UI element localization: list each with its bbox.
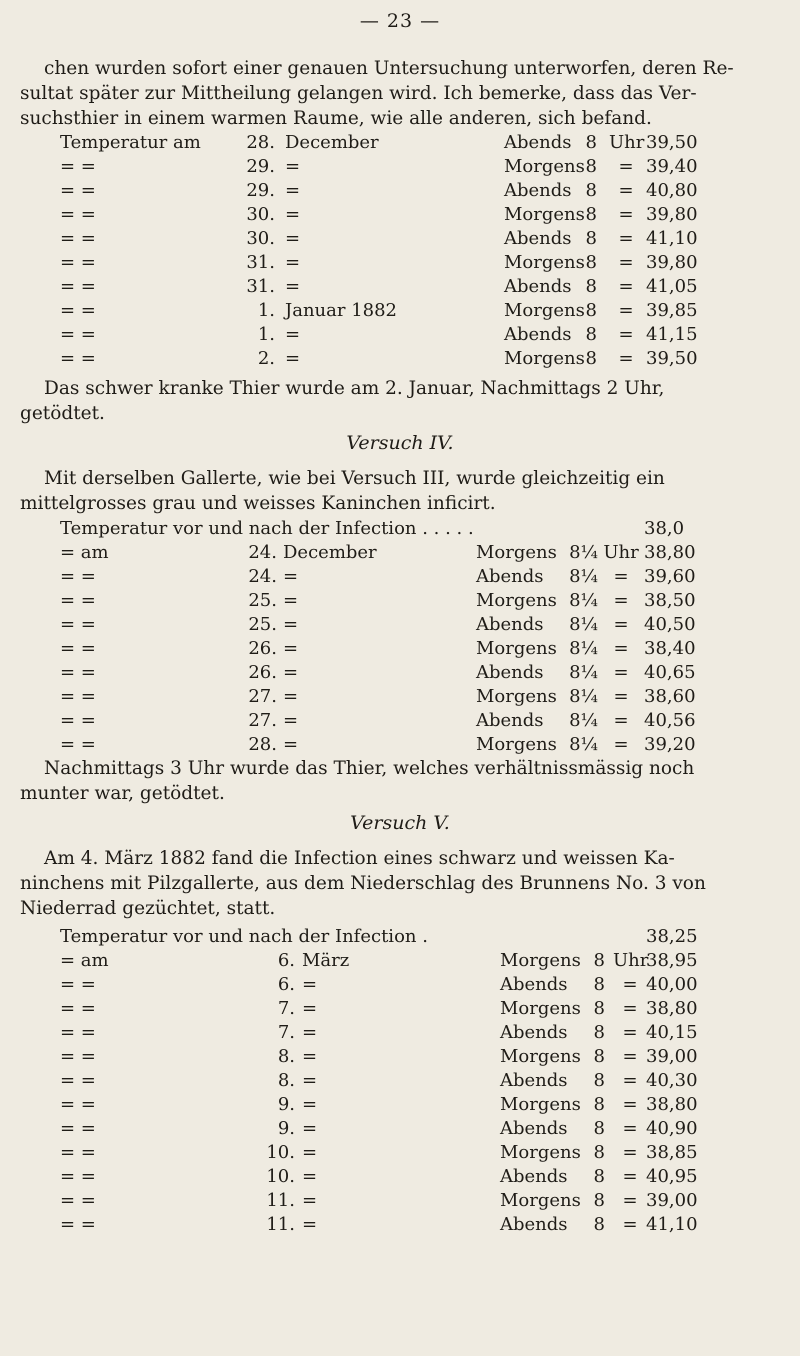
cell-month: = <box>285 204 301 225</box>
cell-month: = <box>285 324 301 345</box>
cell-unit: Uhr <box>613 950 649 971</box>
cell-value: 40,65 <box>644 662 696 683</box>
table-row <box>0 662 800 686</box>
cell-value: 40,90 <box>646 1118 698 1139</box>
cell-unit: = <box>622 1070 638 1091</box>
cell-hour: 8¼ <box>569 566 598 587</box>
cell-unit: = <box>618 252 634 273</box>
cell-time: Abends <box>500 1022 568 1043</box>
cell-hour: 8 <box>585 276 597 297</box>
cell-hour: 8¼ <box>569 686 598 707</box>
cell-month: = <box>302 1094 318 1115</box>
cell-time: Morgens <box>504 300 585 321</box>
cell-label: = = <box>60 228 96 249</box>
cell-hour: 8 <box>593 1142 605 1163</box>
table-row <box>0 950 800 974</box>
cell-time: Abends <box>476 662 544 683</box>
cell-month: Januar 1882 <box>285 300 397 321</box>
cell-hour: 8 <box>593 1046 605 1067</box>
cell-month: = <box>285 156 301 177</box>
cell-label: = am <box>60 542 109 563</box>
cell-month: = <box>302 1142 318 1163</box>
cell-month: December <box>285 132 379 153</box>
cell-month: December <box>283 542 377 563</box>
cell-label: = = <box>60 204 96 225</box>
cell-day: 29. <box>246 180 275 201</box>
cell-unit: = <box>613 566 629 587</box>
cell-value: 38,95 <box>646 950 698 971</box>
cell-label: = = <box>60 710 96 731</box>
table-row <box>0 590 800 614</box>
cell-label: = = <box>60 566 96 587</box>
cell-day: 9. <box>277 1118 295 1139</box>
text-line: getödtet. <box>20 403 105 424</box>
cell-day: 30. <box>246 228 275 249</box>
cell-month: = <box>302 1070 318 1091</box>
cell-value: 39,85 <box>646 300 698 321</box>
cell-label: = = <box>60 662 96 683</box>
table-row <box>0 542 800 566</box>
cell-unit: = <box>613 590 629 611</box>
cell-hour: 8¼ <box>569 734 598 755</box>
cell-time: Abends <box>500 1166 568 1187</box>
cell-value: 40,50 <box>644 614 696 635</box>
cell-day: 6. <box>277 950 295 971</box>
text-line: Mit derselben Gallerte, wie bei Versuch III, wurde gleichzeitig ein <box>44 468 665 489</box>
table-row <box>0 1166 800 1190</box>
cell-time: Abends <box>500 1070 568 1091</box>
table-row <box>0 204 800 228</box>
table-row <box>0 348 800 372</box>
cell-time: Abends <box>476 614 544 635</box>
cell-unit: = <box>613 614 629 635</box>
cell-label: = = <box>60 734 96 755</box>
cell-label: = = <box>60 590 96 611</box>
table-header-row <box>0 926 800 950</box>
cell-time: Morgens <box>504 204 585 225</box>
cell-day: 24. <box>248 566 277 587</box>
cell-hour: 8 <box>593 1166 605 1187</box>
cell-day: 25. <box>248 614 277 635</box>
cell-hour: 8 <box>593 1022 605 1043</box>
cell-month: = <box>285 228 301 249</box>
cell-hour: 8 <box>593 998 605 1019</box>
table-row <box>0 132 800 156</box>
cell-time: Morgens <box>476 638 557 659</box>
cell-hour: 8 <box>585 132 597 153</box>
text-line: suchsthier in einem warmen Raume, wie alle anderen, sich befand. <box>20 108 652 129</box>
cell-hour: 8 <box>593 950 605 971</box>
cell-value: 40,56 <box>644 710 696 731</box>
cell-hour: 8¼ <box>569 662 598 683</box>
cell-value: 39,00 <box>646 1190 698 1211</box>
cell-day: 9. <box>277 1094 295 1115</box>
cell-label: = = <box>60 1190 96 1211</box>
cell-value: 39,00 <box>646 1046 698 1067</box>
cell-unit: Uhr <box>603 542 639 563</box>
cell-hour: 8 <box>585 228 597 249</box>
cell-label: = = <box>60 974 96 995</box>
cell-time: Morgens <box>500 998 581 1019</box>
cell-value: 39,60 <box>644 566 696 587</box>
table-row <box>0 1142 800 1166</box>
cell-day: 28. <box>246 132 275 153</box>
table-row <box>0 228 800 252</box>
cell-unit: = <box>613 638 629 659</box>
cell-time: Morgens <box>476 590 557 611</box>
table-row <box>0 1022 800 1046</box>
cell-time: Morgens <box>504 252 585 273</box>
cell-value: 39,20 <box>644 734 696 755</box>
intro-paragraph-versuch-5 <box>20 846 782 921</box>
text-line: ninchens mit Pilzgallerte, aus dem Niederschlag des Brunnens No. 3 von <box>20 873 706 894</box>
cell-day: 26. <box>248 662 277 683</box>
cell-unit: = <box>613 686 629 707</box>
cell-month: = <box>283 686 299 707</box>
cell-hour: 8 <box>585 180 597 201</box>
cell-month: = <box>302 1190 318 1211</box>
cell-time: Morgens <box>500 1046 581 1067</box>
cell-hour: 8¼ <box>569 710 598 731</box>
cell-hour: 8 <box>593 974 605 995</box>
cell-time: Morgens <box>476 686 557 707</box>
cell-hour: 8 <box>585 348 597 369</box>
cell-time: Abends <box>500 974 568 995</box>
cell-hour: 8¼ <box>569 638 598 659</box>
cell-unit: = <box>622 1022 638 1043</box>
table-row <box>0 1094 800 1118</box>
cell-month: = <box>283 614 299 635</box>
cell-day: 2. <box>257 348 275 369</box>
cell-day: 8. <box>277 1046 295 1067</box>
section-heading-versuch-5: Versuch V. <box>350 812 450 834</box>
cell-unit: = <box>613 662 629 683</box>
cell-hour: 8 <box>593 1190 605 1211</box>
cell-label: = = <box>60 1214 96 1235</box>
cell-month: = <box>302 1046 318 1067</box>
table-row <box>0 324 800 348</box>
cell-value: 39,80 <box>646 204 698 225</box>
table-header-row <box>0 518 800 542</box>
cell-day: 6. <box>277 974 295 995</box>
table-row <box>0 252 800 276</box>
cell-month: = <box>285 348 301 369</box>
intro-paragraph-versuch-4 <box>20 466 782 516</box>
cell-label: = = <box>60 998 96 1019</box>
cell-value: 41,10 <box>646 1214 698 1235</box>
cell-value: 40,30 <box>646 1070 698 1091</box>
cell-value: 39,50 <box>646 132 698 153</box>
cell-day: 27. <box>248 710 277 731</box>
cell-hour: 8 <box>593 1070 605 1091</box>
cell-hour: 8 <box>585 204 597 225</box>
cell-day: 7. <box>277 1022 295 1043</box>
cell-day: 10. <box>266 1142 295 1163</box>
table-row <box>0 1046 800 1070</box>
cell-unit: = <box>622 1046 638 1067</box>
cell-label: = = <box>60 348 96 369</box>
text-line: Das schwer kranke Thier wurde am 2. Januar, Nachmittags 2 Uhr, <box>44 378 665 399</box>
header-value: 38,0 <box>644 518 685 539</box>
cell-unit: = <box>618 348 634 369</box>
cell-unit: = <box>613 734 629 755</box>
cell-value: 40,15 <box>646 1022 698 1043</box>
table-row <box>0 566 800 590</box>
cell-day: 31. <box>246 252 275 273</box>
page-number: — 23 — <box>359 10 441 32</box>
cell-unit: = <box>622 1094 638 1115</box>
cell-time: Abends <box>504 180 572 201</box>
section-heading-versuch-4: Versuch IV. <box>346 432 454 454</box>
cell-hour: 8¼ <box>569 542 598 563</box>
cell-month: = <box>283 734 299 755</box>
table-row <box>0 1070 800 1094</box>
table-row <box>0 1214 800 1238</box>
cell-label: = = <box>60 1022 96 1043</box>
cell-day: 11. <box>266 1214 295 1235</box>
cell-month: = <box>302 1214 318 1235</box>
cell-label: = = <box>60 614 96 635</box>
text-line: Nachmittags 3 Uhr wurde das Thier, welches verhältnissmässig noch <box>44 758 695 779</box>
cell-time: Abends <box>504 276 572 297</box>
cell-day: 8. <box>277 1070 295 1091</box>
cell-unit: = <box>618 324 634 345</box>
cell-month: = <box>285 252 301 273</box>
cell-month: = <box>302 998 318 1019</box>
cell-time: Abends <box>476 566 544 587</box>
cell-label: = = <box>60 1166 96 1187</box>
cell-label: = = <box>60 180 96 201</box>
cell-unit: = <box>622 974 638 995</box>
cell-time: Morgens <box>504 156 585 177</box>
result-paragraph-2 <box>20 756 782 806</box>
cell-day: 26. <box>248 638 277 659</box>
cell-value: 38,80 <box>646 1094 698 1115</box>
cell-day: 30. <box>246 204 275 225</box>
cell-hour: 8 <box>585 156 597 177</box>
cell-month: = <box>285 180 301 201</box>
cell-label: = = <box>60 1046 96 1067</box>
cell-unit: = <box>622 1166 638 1187</box>
cell-time: Morgens <box>476 542 557 563</box>
cell-value: 39,80 <box>646 252 698 273</box>
cell-value: 38,40 <box>644 638 696 659</box>
cell-label: = = <box>60 1118 96 1139</box>
cell-time: Morgens <box>504 348 585 369</box>
table-row <box>0 1190 800 1214</box>
cell-label: = = <box>60 300 96 321</box>
cell-label: = = <box>60 324 96 345</box>
cell-unit: = <box>622 1118 638 1139</box>
cell-day: 10. <box>266 1166 295 1187</box>
cell-unit: = <box>618 180 634 201</box>
cell-hour: 8¼ <box>569 614 598 635</box>
text-line: munter war, getödtet. <box>20 783 225 804</box>
cell-unit: = <box>618 300 634 321</box>
cell-day: 7. <box>277 998 295 1019</box>
text-line: mittelgrosses grau und weisses Kaninchen inficirt. <box>20 493 496 514</box>
cell-value: 38,85 <box>646 1142 698 1163</box>
cell-hour: 8¼ <box>569 590 598 611</box>
cell-time: Morgens <box>500 1190 581 1211</box>
cell-unit: = <box>622 1190 638 1211</box>
cell-unit: Uhr <box>609 132 645 153</box>
cell-label: = am <box>60 950 109 971</box>
table-row <box>0 686 800 710</box>
text-line: Am 4. März 1882 fand die Infection eines schwarz und weissen Ka- <box>44 848 675 869</box>
cell-month: = <box>302 1166 318 1187</box>
cell-unit: = <box>618 156 634 177</box>
table-row <box>0 300 800 324</box>
cell-label: = = <box>60 156 96 177</box>
table-row <box>0 180 800 204</box>
cell-time: Morgens <box>476 734 557 755</box>
cell-hour: 8 <box>585 300 597 321</box>
cell-value: 39,40 <box>646 156 698 177</box>
cell-day: 28. <box>248 734 277 755</box>
cell-month: März <box>302 950 350 971</box>
table-row <box>0 1118 800 1142</box>
table-row <box>0 638 800 662</box>
cell-time: Abends <box>504 228 572 249</box>
table-row <box>0 998 800 1022</box>
cell-hour: 8 <box>585 252 597 273</box>
table-row <box>0 276 800 300</box>
table-row <box>0 974 800 998</box>
cell-unit: = <box>618 204 634 225</box>
table-row <box>0 156 800 180</box>
cell-month: = <box>283 710 299 731</box>
cell-value: 38,50 <box>644 590 696 611</box>
cell-unit: = <box>622 998 638 1019</box>
cell-hour: 8 <box>593 1214 605 1235</box>
cell-label: = = <box>60 252 96 273</box>
cell-day: 31. <box>246 276 275 297</box>
cell-unit: = <box>618 228 634 249</box>
table-row <box>0 734 800 758</box>
result-paragraph-1 <box>20 376 782 426</box>
header-label: Temperatur vor und nach der Infection . <box>60 926 428 947</box>
cell-hour: 8 <box>593 1118 605 1139</box>
cell-label: = = <box>60 1142 96 1163</box>
cell-time: Morgens <box>500 950 581 971</box>
cell-hour: 8 <box>585 324 597 345</box>
cell-month: = <box>302 1118 318 1139</box>
cell-time: Abends <box>476 710 544 731</box>
cell-time: Morgens <box>500 1142 581 1163</box>
cell-time: Morgens <box>500 1094 581 1115</box>
cell-value: 41,10 <box>646 228 698 249</box>
cell-value: 38,80 <box>644 542 696 563</box>
cell-unit: = <box>613 710 629 731</box>
intro-paragraph <box>20 56 782 131</box>
cell-label: = = <box>60 638 96 659</box>
cell-month: = <box>283 590 299 611</box>
cell-time: Abends <box>504 324 572 345</box>
cell-value: 40,80 <box>646 180 698 201</box>
cell-month: = <box>283 638 299 659</box>
text-line: Niederrad gezüchtet, statt. <box>20 898 276 919</box>
cell-hour: 8 <box>593 1094 605 1115</box>
cell-time: Abends <box>500 1118 568 1139</box>
cell-unit: = <box>622 1214 638 1235</box>
cell-value: 41,15 <box>646 324 698 345</box>
cell-value: 41,05 <box>646 276 698 297</box>
cell-month: = <box>302 974 318 995</box>
cell-day: 1. <box>257 324 275 345</box>
cell-day: 24. <box>248 542 277 563</box>
cell-label: Temperatur am <box>60 132 201 153</box>
cell-day: 25. <box>248 590 277 611</box>
cell-label: = = <box>60 276 96 297</box>
cell-month: = <box>285 276 301 297</box>
cell-day: 1. <box>257 300 275 321</box>
cell-day: 27. <box>248 686 277 707</box>
text-line: sultat später zur Mittheilung gelangen wird. Ich bemerke, dass das Ver- <box>20 83 697 104</box>
cell-value: 38,60 <box>644 686 696 707</box>
cell-unit: = <box>618 276 634 297</box>
cell-value: 40,00 <box>646 974 698 995</box>
cell-month: = <box>283 566 299 587</box>
cell-month: = <box>302 1022 318 1043</box>
cell-day: 29. <box>246 156 275 177</box>
cell-label: = = <box>60 1094 96 1115</box>
text-line: chen wurden sofort einer genauen Untersuchung unterworfen, deren Re- <box>44 58 734 79</box>
table-row <box>0 614 800 638</box>
cell-value: 38,80 <box>646 998 698 1019</box>
cell-time: Abends <box>504 132 572 153</box>
cell-value: 39,50 <box>646 348 698 369</box>
cell-unit: = <box>622 1142 638 1163</box>
header-value: 38,25 <box>646 926 698 947</box>
cell-time: Abends <box>500 1214 568 1235</box>
cell-value: 40,95 <box>646 1166 698 1187</box>
cell-label: = = <box>60 1070 96 1091</box>
cell-month: = <box>283 662 299 683</box>
header-label: Temperatur vor und nach der Infection . . . . . <box>60 518 474 539</box>
table-row <box>0 710 800 734</box>
cell-label: = = <box>60 686 96 707</box>
cell-day: 11. <box>266 1190 295 1211</box>
